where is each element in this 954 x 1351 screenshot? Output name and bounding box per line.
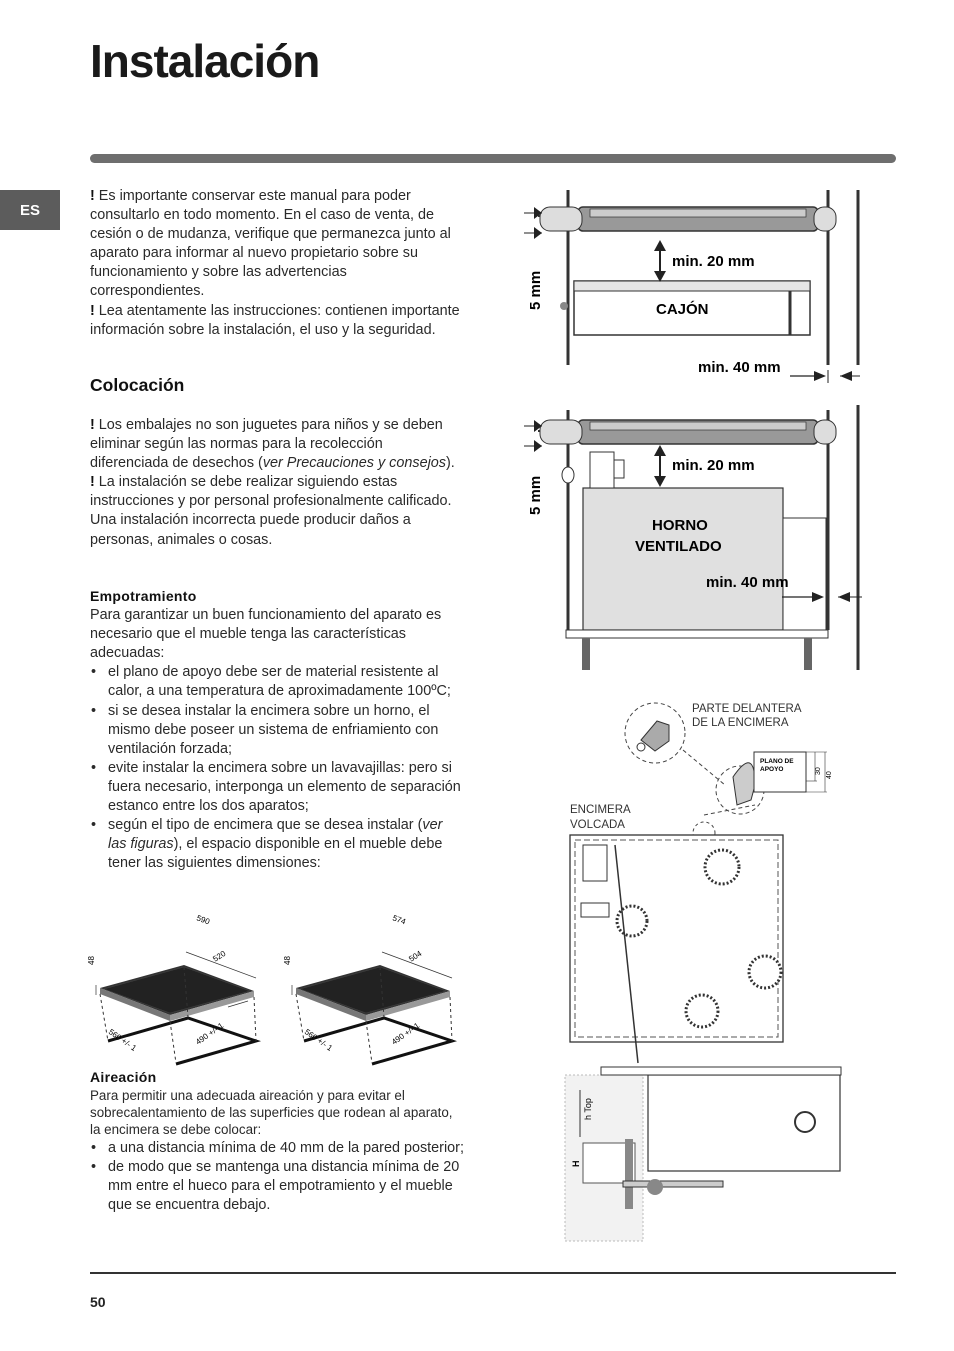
aireacion-section: Aireación Para permitir una adecuada aireación y para evitar el sobrecalentamiento de las superficies que rodean al aparato, la encimera se debe colocar: • a una distancia mínima de 40 mm de la pared posterior; • de modo que se mantenga una distancia mínima de 20 mm entre el hueco para el empotramiento y el mueble que se encuentra debajo. — [90, 1068, 464, 1215]
svg-text:min. 40 mm: min. 40 mm — [698, 359, 781, 376]
svg-text:48: 48 — [87, 956, 96, 965]
page-number: 50 — [90, 1294, 106, 1310]
intro-text: ! Es importante conservar este manual para poder consultarlo en todo momento. En el caso de venta, de cesión o de mudanza, verifique que permanezca junto al aparato para informar al nuevo propietario sobre su funcionamiento y sobre las advertencias correspondientes. ! Lea atentamente las instrucciones: contienen importante información sobre la instalación, el uso y la seguridad. — [90, 188, 460, 338]
svg-text:min. 20 mm: min. 20 mm — [672, 457, 755, 474]
svg-text:h Top: h Top — [583, 1098, 593, 1120]
svg-text:560 +/- 1: 560 +/- 1 — [106, 1027, 139, 1053]
svg-text:DE LA ENCIMERA: DE LA ENCIMERA — [692, 717, 789, 729]
link-precauciones: ver Precauciones y consejos — [262, 455, 446, 472]
list-item: • si se desea instalar la encimera sobre un horno, el mismo debe poseer un sistema de enfriamiento con ventilación forzada; — [90, 702, 464, 759]
diagram-fixing-brackets — [565, 695, 840, 1245]
svg-text:APOYO: APOYO — [760, 766, 784, 773]
list-item: • a una distancia mínima de 40 mm de la pared posterior; — [90, 1139, 464, 1158]
svg-text:PARTE DELANTERA: PARTE DELANTERA — [692, 703, 802, 715]
svg-text:5 mm: 5 mm — [527, 475, 544, 515]
list-item: • según el tipo de encimera que se desea instalar (ver las figuras), el espacio disponible en el mueble debe tener las siguientes dimensiones: — [90, 816, 464, 873]
cooktop-dimension-drawings — [88, 905, 468, 1065]
svg-text:ENCIMERA: ENCIMERA — [570, 804, 631, 816]
svg-text:48: 48 — [283, 956, 292, 965]
svg-text:574: 574 — [391, 913, 407, 927]
cooktop-dims-right — [283, 913, 452, 1064]
colocacion-text: ! Los embalajes no son juguetes para niños y se deben eliminar según las normas para la recolección diferenciada de desechos (ver Precauciones y consejos). ! La instalación se debe realizar siguiendo estas instrucciones y por personal profesionalmente calificado. Una instalación incorrecta puede producir daños a personas, animales o cosas. — [90, 417, 455, 548]
svg-text:VOLCADA: VOLCADA — [570, 819, 625, 831]
svg-text:min. 20 mm: min. 20 mm — [672, 253, 755, 270]
subheading-empotramiento: Empotramiento — [90, 588, 197, 604]
svg-text:CAJÓN: CAJÓN — [656, 301, 709, 318]
language-tab[interactable]: ES — [0, 190, 60, 230]
page-title: Instalación — [90, 35, 320, 87]
svg-text:PLANO DE: PLANO DE — [760, 758, 794, 765]
svg-text:VENTILADO: VENTILADO — [635, 538, 722, 555]
list-item: • de modo que se mantenga una distancia mínima de 20 mm entre el hueco para el empotramiento y el mueble que se encuentra debajo. — [90, 1158, 464, 1215]
section-heading-colocacion: Colocación — [90, 375, 185, 395]
svg-text:560 +/- 1: 560 +/- 1 — [302, 1027, 335, 1053]
list-item: • el plano de apoyo debe ser de material resistente al calor, a una temperatura de aproximadamente 100ºC; — [90, 663, 464, 701]
svg-text:H: H — [571, 1160, 581, 1167]
title-divider — [90, 154, 896, 163]
svg-text:HORNO: HORNO — [652, 517, 708, 534]
svg-text:490 +/- 1: 490 +/- 1 — [389, 1021, 422, 1047]
svg-text:30: 30 — [815, 767, 822, 775]
svg-text:504: 504 — [407, 948, 424, 964]
svg-text:min. 40 mm: min. 40 mm — [706, 574, 789, 591]
diagram-drawer-clearance — [520, 185, 865, 390]
svg-text:490 +/- 1: 490 +/- 1 — [193, 1021, 226, 1047]
svg-text:5 mm: 5 mm — [527, 270, 544, 310]
svg-text:40: 40 — [826, 771, 833, 779]
footer-divider — [90, 1272, 896, 1274]
svg-text:590: 590 — [195, 913, 211, 927]
svg-text:520: 520 — [211, 948, 228, 964]
list-item: • evite instalar la encimera sobre un lavavajillas: pero si fuera necesario, interponga un elemento de separación estanco entre los dos aparatos; — [90, 759, 464, 816]
subheading-aireacion: Aireación — [90, 1069, 157, 1085]
diagram-oven-clearance — [520, 400, 865, 680]
empotramiento-section: Empotramiento Para garantizar un buen funcionamiento del aparato es necesario que el mueble tenga las características adecuadas: • el plano de apoyo debe ser de material resistente al calor, a una temperatura de aproximadamente 100ºC; • si se desea instalar la encimera sobre un horno, el mismo debe poseer un sistema de enfriamiento con ventilación forzada; • evite instalar la encimera sobre un lavavajillas: pero si fuera necesario, interponga un elemento de separación estanco entre los dos aparatos; • según el tipo de encimera que se desea instalar (ver las figuras), el espacio disponible en el mueble debe tener las siguientes dimensiones: — [90, 587, 464, 873]
cooktop-dims-left — [87, 913, 256, 1064]
